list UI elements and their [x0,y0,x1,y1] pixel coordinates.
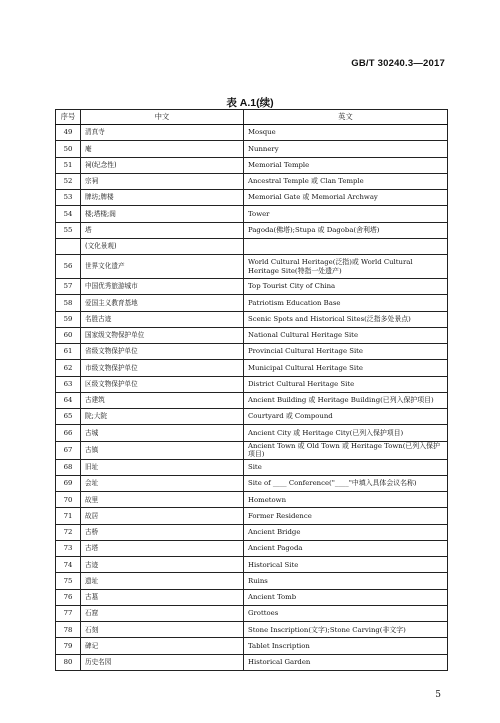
table-row [56,190,448,206]
table-row [56,206,448,222]
chinese-term-cell: 古桥 [81,524,244,540]
row-number-cell: 80 [56,654,81,670]
row-number-cell: 50 [56,141,81,157]
table-row [56,540,448,556]
english-term-cell: Provincial Cultural Heritage Site [244,344,448,360]
row-number-cell: 77 [56,605,81,621]
row-number-cell: 76 [56,589,81,605]
chinese-term-cell: 楼;塔楼;阁 [81,206,244,222]
page-number: 5 [435,690,441,700]
english-term-cell: Tablet Inscription [244,638,448,654]
chinese-term-cell: 石刻 [81,622,244,638]
english-term-cell: Ancient Pagoda [244,540,448,556]
english-term-cell: Former Residence [244,508,448,524]
table-row [56,492,448,508]
table-row [56,392,448,408]
english-term-cell: Historical Site [244,557,448,573]
english-term-cell: District Cultural Heritage Site [244,376,448,392]
table-row [56,295,448,311]
table-row [56,376,448,392]
row-number-cell: 79 [56,638,81,654]
chinese-term-cell: 古塔 [81,540,244,556]
chinese-term-cell: 古迹 [81,557,244,573]
chinese-term-cell: 会址 [81,475,244,491]
english-term-cell [244,238,448,254]
chinese-term-cell: 中国优秀旅游城市 [81,279,244,295]
row-number-cell: 75 [56,573,81,589]
english-term-cell: Pagoda(佛塔);Stupa 或 Dagoba(舍利塔) [244,222,448,238]
table-row [56,475,448,491]
english-term-cell: Ancient Tomb [244,589,448,605]
table-row [56,344,448,360]
standard-code: GB/T 30240.3—2017 [351,58,445,69]
chinese-term-cell: 宗祠 [81,173,244,189]
chinese-term-cell: 古镇 [81,441,244,459]
english-term-cell: World Cultural Heritage(泛指)或 World Cultural Heritage Site(特指一处遗产) [244,255,448,279]
english-term-cell: Mosque [244,125,448,141]
row-number-cell: 54 [56,206,81,222]
row-number-cell: 66 [56,425,81,441]
table-row [56,654,448,670]
chinese-term-cell: 市级文物保护单位 [81,360,244,376]
table-row [56,222,448,238]
english-term-cell: Courtyard 或 Compound [244,409,448,425]
row-number-cell: 74 [56,557,81,573]
row-number-cell: 68 [56,459,81,475]
english-term-cell: Ancient City 或 Heritage City(已列入保护项目) [244,425,448,441]
chinese-term-cell: 清真寺 [81,125,244,141]
table-row [56,622,448,638]
english-term-cell: Nunnery [244,141,448,157]
english-term-cell: Scenic Spots and Historical Sites(泛指多处景点) [244,311,448,327]
table-row [56,360,448,376]
row-number-cell: 61 [56,344,81,360]
table-row [56,425,448,441]
chinese-term-cell: 古建筑 [81,392,244,408]
chinese-term-cell: 历史名园 [81,654,244,670]
table-header-row [56,110,448,125]
english-term-cell: Ancient Bridge [244,524,448,540]
chinese-term-cell: 祠(纪念性) [81,157,244,173]
row-number-cell [56,238,81,254]
chinese-term-cell: 世界文化遗产 [81,255,244,279]
chinese-term-cell: 故居 [81,508,244,524]
english-term-cell: Memorial Temple [244,157,448,173]
english-term-cell: Ruins [244,573,448,589]
row-number-cell: 63 [56,376,81,392]
row-number-cell: 57 [56,279,81,295]
english-term-cell: Ancestral Temple 或 Clan Temple [244,173,448,189]
row-number-cell: 56 [56,255,81,279]
table-row [56,141,448,157]
english-term-cell: Patriotism Education Base [244,295,448,311]
chinese-term-cell: 古墓 [81,589,244,605]
english-term-cell: Historical Garden [244,654,448,670]
english-term-cell: Hometown [244,492,448,508]
chinese-term-cell: 区级文物保护单位 [81,376,244,392]
english-term-cell: Site [244,459,448,475]
table-row [56,255,448,279]
table-row [56,441,448,459]
chinese-term-cell: 石窟 [81,605,244,621]
english-term-cell: Top Tourist City of China [244,279,448,295]
english-term-cell: Stone Inscription(文字);Stone Carving(非文字) [244,622,448,638]
table-row [56,557,448,573]
table-row [56,125,448,141]
table-row [56,279,448,295]
row-number-cell: 53 [56,190,81,206]
table-row [56,311,448,327]
chinese-term-cell: 碑记 [81,638,244,654]
column-header-number: 序号 [56,110,81,125]
table-row [56,327,448,343]
english-term-cell: Site of ____ Conference("____"中填入具体会议名称) [244,475,448,491]
row-number-cell: 72 [56,524,81,540]
row-number-cell: 55 [56,222,81,238]
chinese-term-cell: 国家级文物保护单位 [81,327,244,343]
row-number-cell: 62 [56,360,81,376]
row-number-cell: 49 [56,125,81,141]
row-number-cell: 67 [56,441,81,459]
english-term-cell: Ancient Building 或 Heritage Building(已列入保护项目) [244,392,448,408]
english-term-cell: Grottoes [244,605,448,621]
table-row [56,157,448,173]
chinese-term-cell: 名胜古迹 [81,311,244,327]
column-header-english: 英文 [244,110,448,125]
table-row [56,459,448,475]
chinese-term-cell: 牌坊;牌楼 [81,190,244,206]
row-number-cell: 51 [56,157,81,173]
table-row [56,589,448,605]
chinese-term-cell: 院;大院 [81,409,244,425]
english-term-cell: National Cultural Heritage Site [244,327,448,343]
row-number-cell: 59 [56,311,81,327]
table-row [56,508,448,524]
row-number-cell: 58 [56,295,81,311]
english-term-cell: Memorial Gate 或 Memorial Archway [244,190,448,206]
row-number-cell: 65 [56,409,81,425]
row-number-cell: 71 [56,508,81,524]
row-number-cell: 60 [56,327,81,343]
chinese-term-cell: 旧址 [81,459,244,475]
english-term-cell: Municipal Cultural Heritage Site [244,360,448,376]
column-header-chinese: 中文 [81,110,244,125]
table-row [56,409,448,425]
table-row [56,238,448,254]
chinese-term-cell: 遗址 [81,573,244,589]
chinese-term-cell: (文化景观) [81,238,244,254]
chinese-term-cell: 古城 [81,425,244,441]
glossary-table [55,109,448,671]
english-term-cell: Ancient Town 或 Old Town 或 Heritage Town(已列入保护项目) [244,441,448,459]
english-term-cell: Tower [244,206,448,222]
table-row [56,173,448,189]
table-body [56,125,448,671]
row-number-cell: 52 [56,173,81,189]
table-title: 表 A.1(续) [226,97,274,109]
chinese-term-cell: 故里 [81,492,244,508]
row-number-cell: 69 [56,475,81,491]
table-row [56,638,448,654]
row-number-cell: 70 [56,492,81,508]
row-number-cell: 73 [56,540,81,556]
row-number-cell: 64 [56,392,81,408]
chinese-term-cell: 爱国主义教育基地 [81,295,244,311]
chinese-term-cell: 塔 [81,222,244,238]
chinese-term-cell: 庵 [81,141,244,157]
row-number-cell: 78 [56,622,81,638]
table-row [56,524,448,540]
table-row [56,605,448,621]
table-row [56,573,448,589]
chinese-term-cell: 省级文物保护单位 [81,344,244,360]
